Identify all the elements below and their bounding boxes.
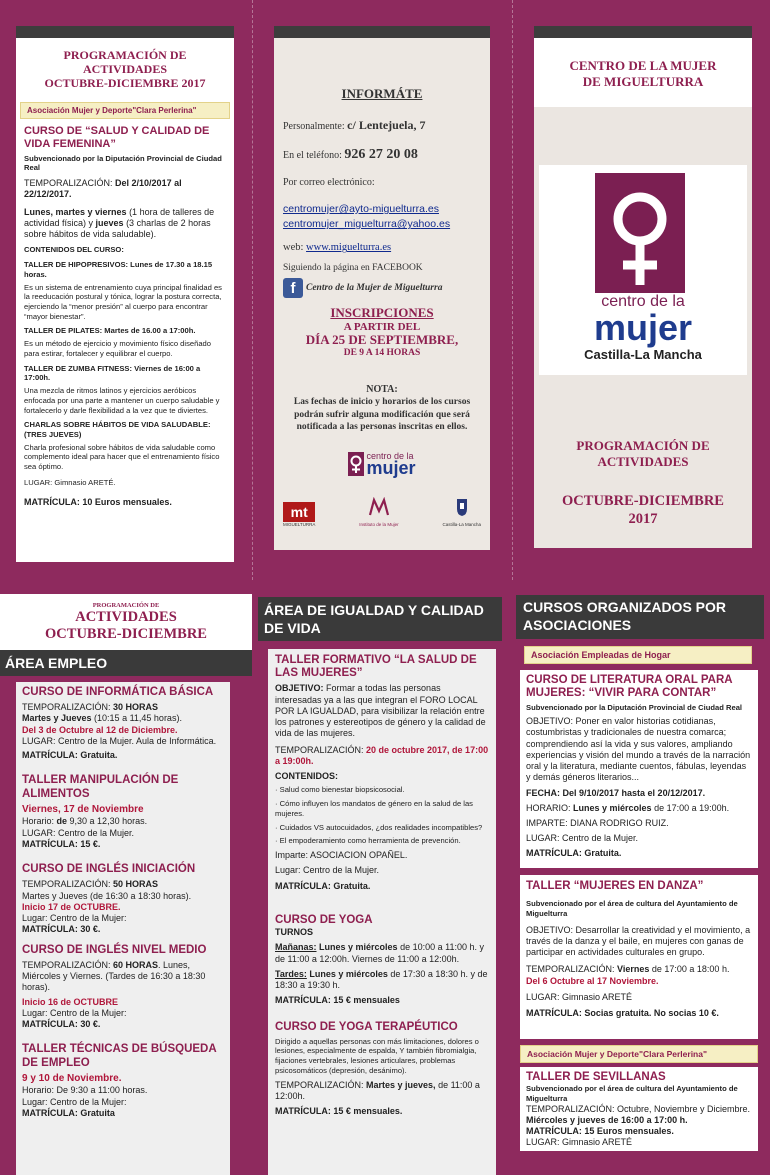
line: 2017 xyxy=(628,511,658,528)
cover-period xyxy=(534,492,752,528)
subsidy-note: Subvencionado por la Diputación Provincial de Ciudad Real xyxy=(526,703,743,713)
facebook-row xyxy=(283,278,481,298)
days: Lunes y miércoles xyxy=(306,968,388,979)
course-enrollment: MATRÍCULA: 30 €. xyxy=(22,924,101,935)
value: 926 27 20 08 xyxy=(344,147,418,162)
course-card xyxy=(520,670,758,868)
label: Horario: xyxy=(22,816,57,827)
label: Tardes: xyxy=(275,968,307,979)
title-line: CENTRO DE LA MUJER xyxy=(569,58,717,73)
heading-big: OCTUBRE-DICIEMBRE xyxy=(45,625,207,642)
line: PROGRAMACIÓN DE xyxy=(576,438,710,453)
value: Del 2/10/2017 al 22/12/2017. xyxy=(24,178,182,200)
course-desc: Dirigido a aquellas personas con más limitaciones, dolores o lesiones, especialmente de espalda, Y también fibromialgia, fijaciones vertebrales, lesiones articulares, problemas psicosomáticos (depresión, desánimo). xyxy=(275,1036,479,1075)
text: de 17:00 a 19:00h. xyxy=(651,802,730,813)
course-title: CURSO DE INGLÉS INICIACIÓN xyxy=(22,863,196,876)
web-link[interactable]: www.miguelturra.es xyxy=(306,242,392,254)
label: TEMPORALIZACIÓN: xyxy=(22,879,114,890)
course-dates: FECHA: Del 9/10/2017 hasta el 20/12/2017. xyxy=(526,787,706,798)
association-tag: Asociación Empleadas de Hogar xyxy=(524,646,752,664)
enrollment xyxy=(275,881,489,892)
panel-heading xyxy=(0,594,252,650)
value: c/ Lentejuela, 7 xyxy=(347,118,426,132)
course-title: CURSO DE YOGA TERAPÉUTICO xyxy=(275,1020,458,1033)
association-tag: Asociación Mujer y Deporte"Clara Perlerina" xyxy=(20,102,230,119)
text: de 10:00 a 11:00 h. y de 11:00 a 12:00h. Viernes de 11:00 a 12:00h. xyxy=(275,942,484,964)
label: En el teléfono: xyxy=(283,150,345,161)
value: : Gratuita. xyxy=(327,880,371,891)
logo-text: centro de la xyxy=(601,293,685,310)
workshop-title: CHARLAS SOBRE HÁBITOS DE VIDA SALUDABLE: (TRES JUEVES) xyxy=(24,420,211,439)
course-location: LUGAR: Centro de la Mujer. xyxy=(22,827,135,838)
heading-small: PROGRAMACIÓN DE xyxy=(92,602,160,609)
fold-line xyxy=(512,0,513,580)
instituto-mujer-icon xyxy=(367,497,391,517)
label: MATRÍCULA xyxy=(275,880,328,891)
course-enrollment: MATRÍCULA: 15 €. xyxy=(22,838,101,849)
course-title: TALLER MANIPULACIÓN DE ALIMENTOS xyxy=(22,774,179,800)
panel-cover xyxy=(534,26,752,548)
caption: MIGUELTURRA xyxy=(283,522,316,528)
value: 20 de octubre 2017, de 17:00 a 19:00h. xyxy=(275,744,489,766)
course-dates: Inicio 16 de OCTUBRE xyxy=(22,996,119,1007)
logo-text: mujer xyxy=(366,458,416,479)
temporalization xyxy=(275,745,489,768)
text: de 11:00 a 12:00h. xyxy=(275,1079,480,1101)
course-location: Lugar: Centro de la Mujer: xyxy=(22,1096,127,1107)
course-title: CURSO DE INFORMÁTICA BÁSICA xyxy=(22,686,214,698)
text: de 17:30 a 18:30 h. y de 18:30 a 19:30 h. xyxy=(275,968,488,990)
value: 50 HORAS xyxy=(113,879,159,890)
shift-afternoon xyxy=(275,969,489,992)
value: : Gratuita. xyxy=(74,750,118,761)
label: TEMPORALIZACIÓN: xyxy=(24,178,113,189)
days: Miércoles y jueves de 16:00 a 17:00 h. xyxy=(526,1114,688,1125)
label: web: xyxy=(283,242,307,254)
web xyxy=(283,242,481,253)
location: Lugar: Centro de la Mujer. xyxy=(275,865,380,876)
logo-text: centro de la xyxy=(366,450,414,461)
label: TEMPORALIZACIÓN: xyxy=(275,1079,367,1090)
temporalization xyxy=(526,1104,752,1127)
panel-empleo xyxy=(0,594,252,1175)
text: 17 de Noviembre xyxy=(63,803,144,815)
workshop-title: TALLER DE PILATES: Martes de 16.00 a 17:00h. xyxy=(24,326,196,336)
fold-line xyxy=(252,0,253,580)
course-line xyxy=(22,702,224,713)
text: Viernes, xyxy=(22,803,64,815)
location: LUGAR: Gimnasio ARETÉ xyxy=(526,991,633,1002)
caption: Instituto de la Mujer xyxy=(359,522,399,528)
days: Martes y jueves, xyxy=(366,1079,436,1090)
course-dates: 9 y 10 de Noviembre. xyxy=(22,1072,122,1084)
label: Personalmente: xyxy=(283,121,348,132)
content-bullet: · El empoderamiento como herramienta de prevención. xyxy=(275,836,461,846)
text: (1 hora de talleres de actividad física) y xyxy=(24,206,215,228)
cover-logo xyxy=(539,165,747,375)
course-title: TALLER DE SEVILLANAS xyxy=(526,1071,666,1083)
info-title: INFORMÁTE xyxy=(341,86,423,101)
content-bullet: · Salud como bienestar biopsicosocial. xyxy=(275,785,405,795)
enrollment: MATRÍCULA: 15 € mensuales. xyxy=(275,1106,403,1117)
label: OBJETIVO: xyxy=(275,683,324,694)
panel-top-bar xyxy=(16,26,234,38)
email-label: Por correo electrónico: xyxy=(283,177,375,188)
location: LUGAR: Gimnasio ARETÉ. xyxy=(24,477,116,487)
heading-big: ACTIVIDADES xyxy=(75,609,177,625)
course-card xyxy=(520,1067,758,1151)
cover-programming xyxy=(534,438,752,469)
panel-top-bar xyxy=(534,26,752,38)
course-title: CURSO DE INGLÉS NIVEL MEDIO xyxy=(22,943,207,956)
title-line: ACTIVIDADES xyxy=(82,62,168,77)
inscriptions xyxy=(283,306,481,358)
email-link-2[interactable]: centromujer_miguelturra@yahoo.es xyxy=(283,218,451,231)
course-line: Horario: De 9:30 a 11:00 horas. xyxy=(22,1085,148,1096)
section-title: CURSOS ORGANIZADOS POR ASOCIACIONES xyxy=(516,595,764,639)
course-location: LUGAR: Centro de la Mujer. Aula de Informática. xyxy=(22,735,217,746)
title-line: PROGRAMACIÓN DE xyxy=(63,48,187,62)
course-card xyxy=(520,875,758,1039)
content-bullet: · Cuidados VS autocuidados, ¿dos realidades incompatibles? xyxy=(275,822,483,832)
email-link-1[interactable]: centromujer@ayto-miguelturra.es xyxy=(283,203,439,215)
course-line xyxy=(22,816,224,827)
text: . Lunes, Miércoles y Viernes. (Tardes de 16:30 a 18:30 horas). xyxy=(22,959,206,993)
line: A PARTIR DEL xyxy=(343,320,421,333)
course-line xyxy=(22,960,224,994)
line: INSCRIPCIONES xyxy=(330,305,434,321)
line: ACTIVIDADES xyxy=(597,453,689,469)
course-title: CURSO DE YOGA xyxy=(275,913,373,926)
shift-morning xyxy=(275,942,489,965)
workshop-desc: Charla profesional sobre hábitos de vida saludable como complemento ideal para hacer que el entrenamiento físico sea óptimo. xyxy=(24,442,220,472)
schedule xyxy=(526,803,752,814)
course-dates: Inicio 17 de OCTUBRE. xyxy=(22,901,121,912)
label: HORARIO: xyxy=(526,802,574,813)
workshop-desc: Es un método de ejercicio y movimiento físico diseñado para estirar, fortalecer y equilibrar el cuerpo. xyxy=(24,339,211,358)
label: TEMPORALIZACIÓN: xyxy=(22,959,114,970)
line: DE 9 A 14 HORAS xyxy=(343,347,421,358)
facebook-icon[interactable]: f xyxy=(283,278,303,298)
text: 9,30 a 12,30 horas. xyxy=(67,816,148,827)
course-title: TALLER TÉCNICAS DE BÚSQUEDA DE EMPLEO xyxy=(22,1043,217,1069)
content-bullet: · Cómo influyen los mandatos de género en la salud de las mujeres. xyxy=(275,799,473,818)
course-enrollment xyxy=(22,750,224,761)
temporalization xyxy=(526,964,752,975)
temporalization xyxy=(24,178,226,201)
note-text: Las fechas de inicio y horarios de los cursos podrán sufrir alguna modificación que será notificada a las personas inscritas en ellos. xyxy=(293,397,471,433)
schedule xyxy=(24,207,226,241)
objective: OBJETIVO: Poner en valor historias cotidianas, costumbristas y tradicionales de nuestra comarca; comprendiendo así la vida y sus valores, ampliando experiencias y visión del mundo a través de la narración oral y la literatura, mediante cuentos, fábulas, leyendas y demás géneros literarios... xyxy=(526,716,751,783)
mt-logo-icon: mt xyxy=(283,502,315,522)
panel-igualdad xyxy=(258,597,502,1175)
facebook-name[interactable]: Centro de la Mujer de Miguelturra xyxy=(306,283,443,294)
course-line xyxy=(22,713,224,724)
note-title: NOTA: xyxy=(366,384,398,396)
workshop-title: TALLER DE HIPOPRESIVOS: Lunes de 17.30 a 18.15 horas. xyxy=(24,260,213,279)
phone xyxy=(283,147,481,163)
text: Formar a todas las personas interesadas ya a las que integran el FORO LOCAL POR LA IGUALDAD, para visibilizar la relación entre los patrones y estereotipos de género y la calidad de vida de las mujeres. xyxy=(275,683,486,739)
title-line: DE MIGUELTURRA xyxy=(582,73,704,89)
label: MATRÍCULA xyxy=(22,750,75,761)
value: Martes y Jueves xyxy=(22,713,92,724)
instructor: Imparte: ASOCIACION OPAÑEL. xyxy=(275,850,408,861)
enrollment: MATRÍCULA: Socias gratuita. No socias 10 €. xyxy=(526,1008,719,1019)
clm-shield-icon xyxy=(455,497,469,517)
text: TEMPORALIZACIÓN: Octubre, Noviembre y Diciembre. xyxy=(526,1103,751,1114)
course-location: Lugar: Centro de la Mujer: xyxy=(22,1007,127,1018)
logo-migueltura xyxy=(283,502,315,527)
enrollment: MATRÍCULA: 15 Euros mensuales. xyxy=(526,1126,674,1137)
course-title: CURSO DE LITERATURA ORAL PARA MUJERES: “VIVIR PARA CONTAR” xyxy=(526,674,733,700)
text: (3 charlas de 2 horas sobre hábitos de vida saludable). xyxy=(24,217,211,240)
subsidy-note: Subvencionado por el área de cultura del Ayuntamiento de Miguelturra xyxy=(526,1084,738,1103)
objective xyxy=(275,683,489,739)
enrollment: MATRÍCULA: 10 Euros mensuales. xyxy=(24,496,172,507)
course-dates: Del 3 de Octubre al 12 de Diciembre. xyxy=(22,724,178,735)
course-line xyxy=(22,879,224,890)
contents-heading: CONTENIDOS: xyxy=(275,771,338,782)
facebook-line: Siguiendo la página en FACEBOOK xyxy=(283,263,423,274)
cover-title xyxy=(534,38,752,107)
label: TEMPORALIZACIÓN: xyxy=(22,702,114,713)
label: Mañanas: xyxy=(275,942,317,953)
venus-symbol-icon xyxy=(348,452,364,476)
title-line: OCTUBRE-DICIEMBRE 2017 xyxy=(44,76,206,91)
course-enrollment: MATRÍCULA: Gratuita xyxy=(22,1107,115,1118)
course-title: CURSO DE “SALUD Y CALIDAD DE VIDA FEMENINA” xyxy=(24,125,210,151)
days: Lunes y miércoles xyxy=(573,802,652,813)
instructor: IMPARTE: DIANA RODRIGO RUIZ. xyxy=(526,818,669,829)
caption: Castilla-La Mancha xyxy=(442,522,481,528)
location: LUGAR: Centro de la Mujer. xyxy=(526,833,639,844)
course-dates: Del 6 Octubre al 17 Noviembre. xyxy=(526,975,659,986)
label: TEMPORALIZACIÓN: xyxy=(526,964,618,975)
course-location: Lugar: Centro de la Mujer: xyxy=(22,913,127,924)
value: 30 HORAS xyxy=(113,702,159,713)
address xyxy=(283,118,481,133)
section-title: ÁREA EMPLEO xyxy=(0,650,252,676)
igualdad-list xyxy=(268,649,496,1175)
location: LUGAR: Gimnasio ARETÉ xyxy=(526,1137,633,1148)
courses-list xyxy=(16,682,230,1175)
panel-salud xyxy=(16,26,234,562)
workshop-title: TALLER DE ZUMBA FITNESS: Viernes de 16:00 a 17:00h. xyxy=(24,363,201,383)
sponsor-logos xyxy=(283,497,481,527)
line: OCTUBRE-DICIEMBRE xyxy=(562,493,724,509)
enrollment: MATRÍCULA: 15 € mensuales xyxy=(275,995,400,1006)
contents-heading: CONTENIDOS DEL CURSO: xyxy=(24,245,124,255)
workshop-desc: Una mezcla de ritmos latinos y ejercicios aeróbicos enfocada por una parte a mantener un cuerpo saludable y fortalecerlo y darle flexibilidad a la vez que te diviertes. xyxy=(24,386,220,415)
course-dates xyxy=(22,804,224,817)
course-title: TALLER FORMATIVO “LA SALUD DE LAS MUJERES” xyxy=(275,654,477,680)
logo-region: Castilla-La Mancha xyxy=(584,347,702,363)
days: jueves xyxy=(95,217,124,228)
objective: OBJETIVO: Desarrollar la creatividad y el movimiento, a través de la danza y el baile, en mujeres con ganas de participar en actividades culturales en grupo. xyxy=(526,924,751,958)
logo-text: mujer xyxy=(593,307,693,348)
logo-instituto xyxy=(359,497,398,527)
course-title: TALLER “MUJERES EN DANZA” xyxy=(526,880,704,892)
course-enrollment: MATRÍCULA: 30 €. xyxy=(22,1019,101,1030)
label: TEMPORALIZACIÓN: xyxy=(275,744,367,755)
logo-clm xyxy=(442,497,481,527)
days: Viernes xyxy=(617,964,650,975)
workshop-desc: Es un sistema de entrenamiento cuya principal finalidad es la reeducación postural y tónica, lograr la postura correcta, ejerciendo la “menor presión” al cuerpo para encontrar “mayor bienestar”. xyxy=(24,282,222,321)
panel-info xyxy=(274,26,490,550)
text: de 17:00 a 18:00 h. xyxy=(649,964,730,975)
association-tag: Asociación Mujer y Deporte"Clara Perlerina" xyxy=(520,1045,758,1063)
section-title: ÁREA DE IGUALDAD Y CALIDAD DE VIDA xyxy=(258,597,502,641)
subsidy-note: Subvencionado por la Diputación Provincial de Ciudad Real xyxy=(24,153,222,173)
venus-symbol-icon xyxy=(595,173,685,293)
panel-asociaciones xyxy=(516,595,768,1175)
text: de xyxy=(56,816,68,827)
value: 60 HORAS xyxy=(113,959,159,970)
days: Lunes, martes y viernes xyxy=(24,206,127,217)
temporalization xyxy=(275,1080,489,1103)
panel-top-bar xyxy=(274,26,490,38)
shifts-heading: TURNOS xyxy=(275,927,313,937)
enrollment: MATRÍCULA: Gratuita. xyxy=(526,847,622,858)
course-line: Martes y Jueves (de 16:30 a 18:30 horas). xyxy=(22,890,192,901)
line: DÍA 25 DE SEPTIEMBRE, xyxy=(305,332,459,348)
text: (10:15 a 11,45 horas). xyxy=(91,713,182,724)
subsidy-note: Subvencionado por el área de cultura del Ayuntamiento de Miguelturra xyxy=(526,899,738,918)
logo-centro-mujer xyxy=(283,452,481,478)
panel-title xyxy=(16,48,234,90)
days: Lunes y miércoles xyxy=(316,942,398,953)
